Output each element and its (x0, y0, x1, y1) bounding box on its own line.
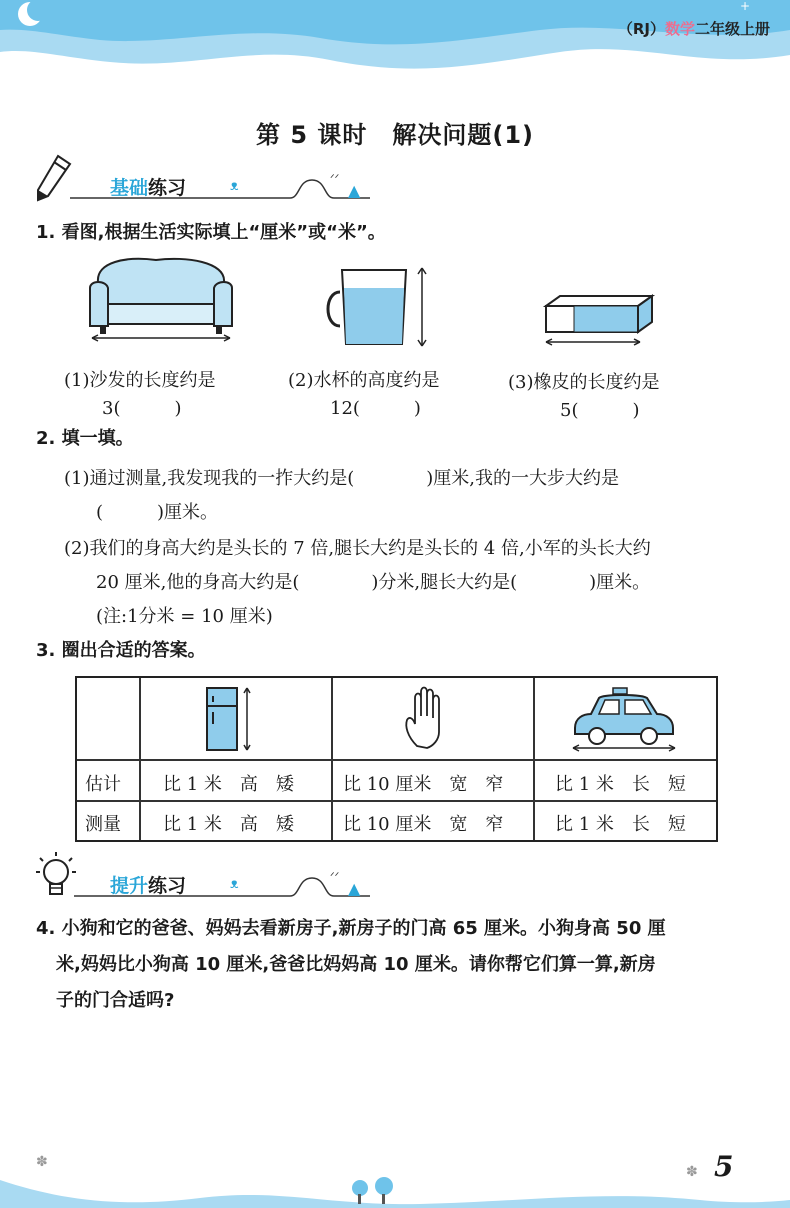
svg-text:▲: ▲ (348, 181, 361, 200)
q2-line-5: (注:1分米 = 10 厘米) (96, 606, 273, 627)
section-advanced-title: 提升练习 (110, 875, 187, 897)
svg-text:ᐟᐟ: ᐟᐟ (330, 870, 340, 883)
table-row-label: 估计 (85, 774, 121, 795)
header-band (0, 0, 790, 80)
question-1: 1. 看图,根据生活实际填上“厘米”或“米”。 (36, 222, 386, 243)
q1-item-3-answer[interactable]: 5( ) (560, 400, 640, 421)
section-basic-decor (30, 150, 390, 210)
tree-icon (352, 1177, 393, 1204)
table-row-label: 测量 (85, 814, 121, 835)
table-cell[interactable]: 比 10 厘米 宽 窄 (343, 774, 504, 795)
section-advanced (30, 848, 390, 908)
eraser-icon (540, 290, 660, 350)
q2-line-2: ( )厘米。 (96, 502, 219, 523)
question-4-line-2: 米,妈妈比小狗高 10 厘米,爸爸比妈妈高 10 厘米。请你帮它们算一算,新房 (56, 954, 656, 975)
q1-item-2-label: (2)水杯的高度约是 (288, 370, 440, 391)
svg-text:▲: ▲ (348, 879, 361, 898)
section-advanced-decor (30, 848, 390, 908)
svg-text:ᴥ: ᴥ (230, 876, 239, 892)
lightbulb-icon (36, 852, 76, 894)
q2-line-4: 20 厘米,他的身高大约是( )分米,腿长大约是( )厘米。 (96, 572, 651, 593)
svg-text:ᐟᐟ: ᐟᐟ (330, 172, 340, 185)
question-2: 2. 填一填。 (36, 428, 134, 449)
header-label: （RJ）数学二年级上册 (617, 20, 770, 38)
table-cell[interactable]: 比 1 米 长 短 (555, 814, 686, 835)
q1-item-1-label: (1)沙发的长度约是 (64, 370, 216, 391)
fridge-icon (203, 684, 253, 754)
hand-icon (403, 686, 463, 752)
table-cell[interactable]: 比 1 米 高 矮 (163, 814, 294, 835)
section-basic (30, 150, 390, 210)
pencil-icon (38, 156, 70, 200)
footer-band (0, 1150, 790, 1208)
q2-line-1: (1)通过测量,我发现我的一拃大约是( )厘米,我的一大步大约是 (64, 468, 619, 489)
svg-text:+: + (740, 0, 751, 13)
table-cell[interactable]: 比 1 米 长 短 (555, 774, 686, 795)
question-4-line-3: 子的门合适吗? (56, 990, 175, 1011)
question-3: 3. 圈出合适的答案。 (36, 640, 206, 661)
sofa-icon (86, 252, 236, 342)
answer-table (75, 676, 718, 842)
q1-item-3-label: (3)橡皮的长度约是 (508, 372, 660, 393)
svg-text:✽: ✽ (686, 1164, 698, 1180)
cup-icon (326, 264, 436, 350)
table-cell[interactable]: 比 1 米 高 矮 (163, 774, 294, 795)
q1-item-1-answer[interactable]: 3( ) (102, 398, 182, 419)
svg-text:✽: ✽ (36, 1154, 48, 1170)
question-4-line-1: 4. 小狗和它的爸爸、妈妈去看新房子,新房子的门高 65 厘米。小狗身高 50 厘 (36, 918, 666, 939)
svg-text:ᴥ: ᴥ (230, 178, 239, 194)
section-basic-title: 基础练习 (110, 177, 187, 199)
q2-line-3: (2)我们的身高大约是头长的 7 倍,腿长大约是头长的 4 倍,小军的头长大约 (64, 538, 651, 559)
page-number: 5 (714, 1150, 734, 1183)
lesson-title: 第 5 课时 解决问题(1) (255, 121, 535, 149)
q1-item-2-answer[interactable]: 12( ) (330, 398, 421, 419)
table-cell[interactable]: 比 10 厘米 宽 窄 (343, 814, 504, 835)
car-icon (569, 684, 679, 754)
